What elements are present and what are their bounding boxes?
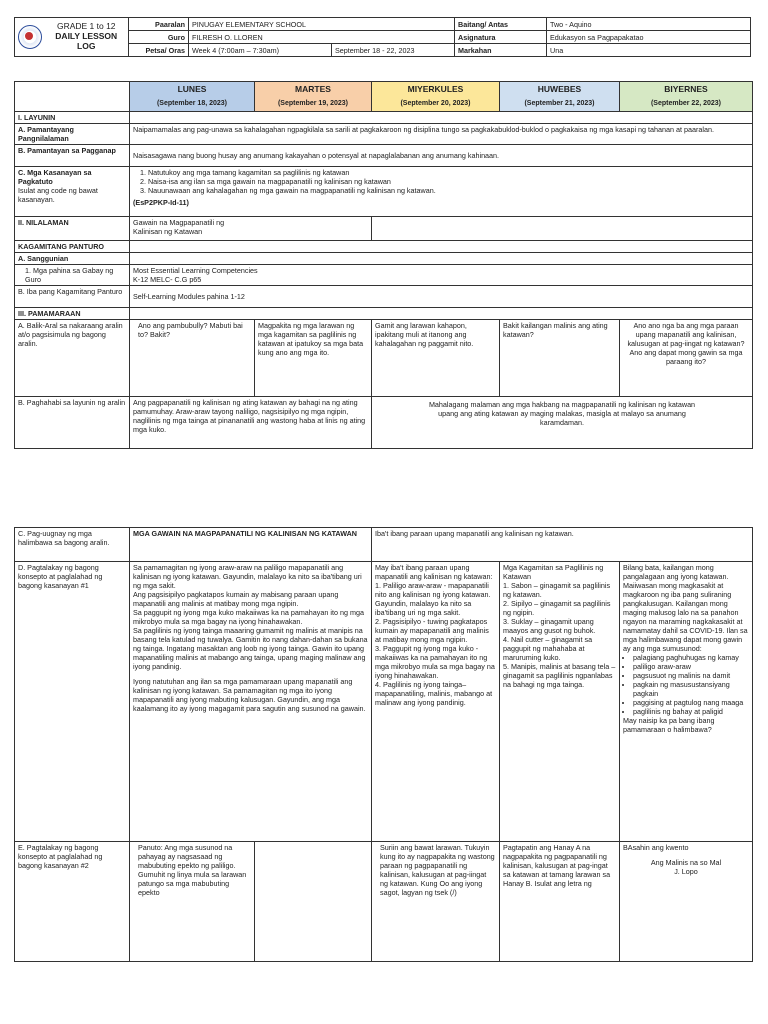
day-header-biyernes: BIYERNES (September 22, 2023) xyxy=(620,82,753,112)
kasanayan-code: (EsP2PKP-Id-11) xyxy=(133,198,189,207)
section-nilalaman: II. NILALAMAN xyxy=(15,217,130,241)
balik-huwebes: Bakit kailangan malinis ang ating katawan? xyxy=(500,320,620,397)
pagtalakay-1-text: Sa pamamagitan ng iyong araw-araw na paliligo mapapanatili ang kalinisan ng iyong katawan. Gayundin, malalayo ka nito sa iba'tibang uri ng mga sakit. Ang pagsisipilyo pagkatapos kumain ay mabisang paraan upang mapanatili ang malinis at matibay mong mga ngipin. Sa paggupit ng iyong mga kuko makaiiwas ka na pamahayan ito ng mga mikrobyo mula sa mga bagay na iyong hinahawakan. Sa paglilinis ng iyong tainga maaaring gumamit ng malinis at manipis na basang tela katulad ng tuwalya. Gamitin ito nang dahan-dahan sa bukana ng tainga. Ingatang masaktan ang loob ng iyong tainga. Gawin ito upang mapanatiling malinis at mabango ang tainga, upang maging malinaw ang iyong pandinig. Iyong natutuhan ang ilan sa mga pamamaraan upang mapanatili ang kalinisan ng iyong katawan. Sa pamamagitan ng mga ito iyong mapapanatili ang iyong mabuting kalusugan. Gayundin, ang mga kaalamang ito ay iyong magagamit para sagutin ang susunod na gawain. xyxy=(130,562,372,842)
kasanayan-list xyxy=(130,167,753,217)
label-gabay-guro: 1. Mga pahina sa Gabay ng Guro xyxy=(15,265,130,286)
pagtalakay-2-biyernes: BAsahin ang kwento Ang Malinis na so Mal J. Lopo xyxy=(620,842,753,962)
label-pagtalakay-2: E. Pagtalakay ng bagong konsepto at paglalahad ng bagong kasanayan #2 xyxy=(15,842,130,962)
markahan-label: Markahan xyxy=(455,44,547,57)
gabay-text: Most Essential Learning Competencies K-12 MELC- C.G p65 xyxy=(130,265,753,286)
list-item: • paggising at pagtulog nang maaga xyxy=(633,698,749,707)
day-header-huwebes: HUWEBES (September 21, 2023) xyxy=(500,82,620,112)
list-item: • palagiang paghuhugas ng kamay xyxy=(633,653,749,662)
petsa-value2: September 18 - 22, 2023 xyxy=(332,44,455,57)
asignatura-label: Asignatura xyxy=(455,31,547,44)
label-pagtalakay-1: D. Pagtalakay ng bagong konsepto at paglalahad ng bagong kasanayan #1 xyxy=(15,562,130,842)
paaralan-label: Paaralan xyxy=(129,18,189,31)
pag-uugnay-text1: MGA GAWAIN NA MAGPAPANATILI NG KALINISAN NG KATAWAN xyxy=(130,528,372,562)
pagtalakay-1-miyerkules: May iba't ibang paraan upang mapanatili ang kalinisan ng katawan: 1. Paliligo araw-araw - mapapanatili nito ang kalinisan ng iyong katawan. Gayundin, malalayo ka nito sa iba'tibang uri ng mga sakit. 2. Pagsisipilyo - tuwing pagkatapos kumain ay mapapanatili ang malinis at matibay mong mga ngipin. 3. Paggupit ng iyong mga kuko - makaiiwas ka na pamahayan ito ng mga mikrobyo mula sa mga bagay na iyong hinahawakan. 4. Paglilinis ng iyong tainga– mapapanatiling, malinis, mabango at malinaw ang iyong pandinig. xyxy=(372,562,500,842)
day-header-lunes: LUNES (September 18, 2023) xyxy=(130,82,255,112)
label-paghahabi: B. Paghahabi sa layunin ng aralin xyxy=(15,397,130,449)
list-item: • paliligo araw-araw xyxy=(633,662,749,671)
paaralan-value: PINUGAY ELEMENTARY SCHOOL xyxy=(189,18,455,31)
grade-line1: GRADE 1 to 12 xyxy=(56,21,116,32)
label-pamantayang-pangnilalaman: A. Pamantayang Pangnilalaman xyxy=(15,124,130,145)
petsa-label: Petsa/ Oras xyxy=(129,44,189,57)
day-header-martes: MARTES (September 19, 2023) xyxy=(255,82,372,112)
kasanayan-item: 3. Nauunawaan ang kahalagahan ng mga gawain na magpapanatili ng kalinisan ng katawan. xyxy=(140,186,436,195)
lesson-table-page2 xyxy=(14,527,753,962)
paghahabi-text1: Ang pagpapanatili ng kalinisan ng ating katawan ay bahagi na ng ating pamumuhay. Araw-araw tayong naliligo, nagsisipilyo ng mga ngipin, naglilinis ng mga tainga at pinananatili ang wastong haba at linis ng ating mga kuko. xyxy=(130,397,372,449)
balik-lunes: Ano ang pambubully? Mabuti bai to? Bakit? xyxy=(130,320,255,397)
asignatura-value: Edukasyon sa Pagpapakatao xyxy=(547,31,751,44)
baitang-label: Baitang/ Antas xyxy=(455,18,547,31)
kasanayan-item: 2. Naisa-isa ang ilan sa mga gawain na magpapanatili ng kalinisan ng katawan xyxy=(140,177,391,186)
pagtalakay-2-huwebes: Pagtapatin ang Hanay A na nagpapakita ng pagpapanatili ng kalinisan, kalusugan at pag-ingat sa katawan at tamang larawan sa Hanay B. Isulat ang letra ng xyxy=(500,842,620,962)
guro-label: Guro xyxy=(129,31,189,44)
section-pamamaraan: III. PAMAMARAAN xyxy=(15,308,130,320)
list-item: • pagsusuot ng malinis na damit xyxy=(633,671,749,680)
guro-value: FILRESH O. LLOREN xyxy=(189,31,455,44)
nilalaman-text: Gawain na Magpapanatili ng Kalinisan ng Katawan xyxy=(130,217,372,241)
pagtalakay-2-miyerkules: Suriin ang bawat larawan. Tukuyin kung ito ay nagpapakita ng wastong paraan ng pagpapanatili ng kalinisan, kalusugan at pag-iingat ng katawan. Kung Oo ang iyong sagot, lagyan ng tsek (/) xyxy=(372,842,500,962)
text-pamantayan-pagganap: Naisasagawa nang buong husay ang anumang kakayahan o potensyal at napaglalabanan ang anumang kahinaan. xyxy=(130,145,753,167)
petsa-value1: Week 4 (7:00am – 7:30am) xyxy=(189,44,332,57)
label-pamantayan-pagganap: B. Pamantayan sa Pagganap xyxy=(15,145,130,167)
section-kagamitan: KAGAMITANG PANTURO xyxy=(15,241,130,253)
label-sanggunian: A. Sanggunian xyxy=(15,253,130,265)
section-layunin: I. LAYUNIN xyxy=(15,112,130,124)
header-table xyxy=(14,17,751,57)
deped-seal-icon xyxy=(18,25,42,49)
balik-martes: Magpakita ng mga larawan ng mga kagamitan sa paglilinis ng katawan at ipatukoy sa mga bata kung ano ang mga ito. xyxy=(255,320,372,397)
label-pag-uugnay: C. Pag-uugnay ng mga halimbawa sa bagong aralin. xyxy=(15,528,130,562)
baitang-value: Two - Aquino xyxy=(547,18,751,31)
pagtalakay-1-huwebes: Mga Kagamitan sa Paglilinis ng Katawan 1. Sabon – ginagamit sa paglilinis ng katawan. 2. Sipilyo – ginagamit sa paglilinis ng ngipin. 3. Suklay – ginagamit upang maayos ang gusot ng buhok. 4. Nail cutter – ginagamit sa paggupit ng mahahaba at maruruming kuko. 5. Manipis, malinis at basang tela – ginagamit sa paglilinis ngpanlabas na bahagi ng mga tainga. xyxy=(500,562,620,842)
label-balik-aral: A. Balik-Aral sa nakaraang aralin at/o pagsisimula ng bagong aralin. xyxy=(15,320,130,397)
iba-text: Self-Learning Modules pahina 1-12 xyxy=(130,286,753,308)
list-item: • paglilinis ng bahay at paligid xyxy=(633,707,749,716)
day-header-miyerkules: MIYERKULES (September 20, 2023) xyxy=(372,82,500,112)
text-pamantayang-pangnilalaman: Naipamamalas ang pag-unawa sa kahalagahan ngpagkilala sa sarili at pagkakaroon ng disiplina tungo sa pagkakabuklod-buklod o pagkakaisa ng mga kasapi ng tahanan at paaralan. xyxy=(130,124,753,145)
pagtalakay-2-lunes: Panuto: Ang mga susunod na pahayag ay nagsasaad ng mabubuting epekto ng paliligo. Gumuhit ng linya mula sa larawan patungo sa mga mabubuting epekto xyxy=(130,842,255,962)
grade-line2: DAILY LESSON LOG xyxy=(55,31,118,51)
list-item: • pagkain ng masusustansiyang pagkain xyxy=(633,680,749,698)
pag-uugnay-text2: Iba't ibang paraan upang mapanatili ang kalinisan ng katawan. xyxy=(372,528,753,562)
label-kasanayan: C. Mga Kasanayan sa Pagkatuto Isulat ang code ng bawat kasanayan. xyxy=(15,167,130,217)
balik-biyernes: Ano ano nga ba ang mga paraan upang mapanatili ang kalinisan, kalusugan at pag-iingat ng katawan? Ano ang dapat mong gawin sa mga paraang ito? xyxy=(620,320,753,397)
pagtalakay-1-biyernes: Bilang bata, kailangan mong pangalagaan ang iyong katawan. Maiiwasan mong magkasakit at magkaroon ng iba pang suliraning pangkalusugan. Kailangan mong maging malusog lalo na sa panahon ngayon na maraming nagkakasakit at namamatay dahil sa COVID-19. Ilan sa mga halimbawang dapat mong gawin ay ang mga sumusunod: • palagiang paghuhugas ng kamay • paliligo araw-araw • pagsusuot ng malinis na damit • pagkain ng masusustansiyang pagkain • paggising at pagtulog nang maaga • paglilinis ng bahay at paligid May naisip ka pa bang ibang pamamaraan o halimbawa? xyxy=(620,562,753,842)
balik-miyerkules: Gamit ang larawan kahapon, ipakitang muli at itanong ang kahalagahan ng paggamit nito. xyxy=(372,320,500,397)
paghahabi-text2: Mahalagang malaman ang mga hakbang na magpapanatili ng kalinisan ng katawan upang ang ating katawan ay maging malakas, masigla at malayo sa anumang karamdaman. xyxy=(372,397,753,449)
label-iba-pang-kagamitan: B. Iba pang Kagamitang Panturo xyxy=(15,286,130,308)
lesson-table-page1 xyxy=(14,81,753,449)
markahan-value: Una xyxy=(547,44,751,57)
kasanayan-item: 1. Natutukoy ang mga tamang kagamitan sa paglilinis ng katawan xyxy=(140,168,350,177)
